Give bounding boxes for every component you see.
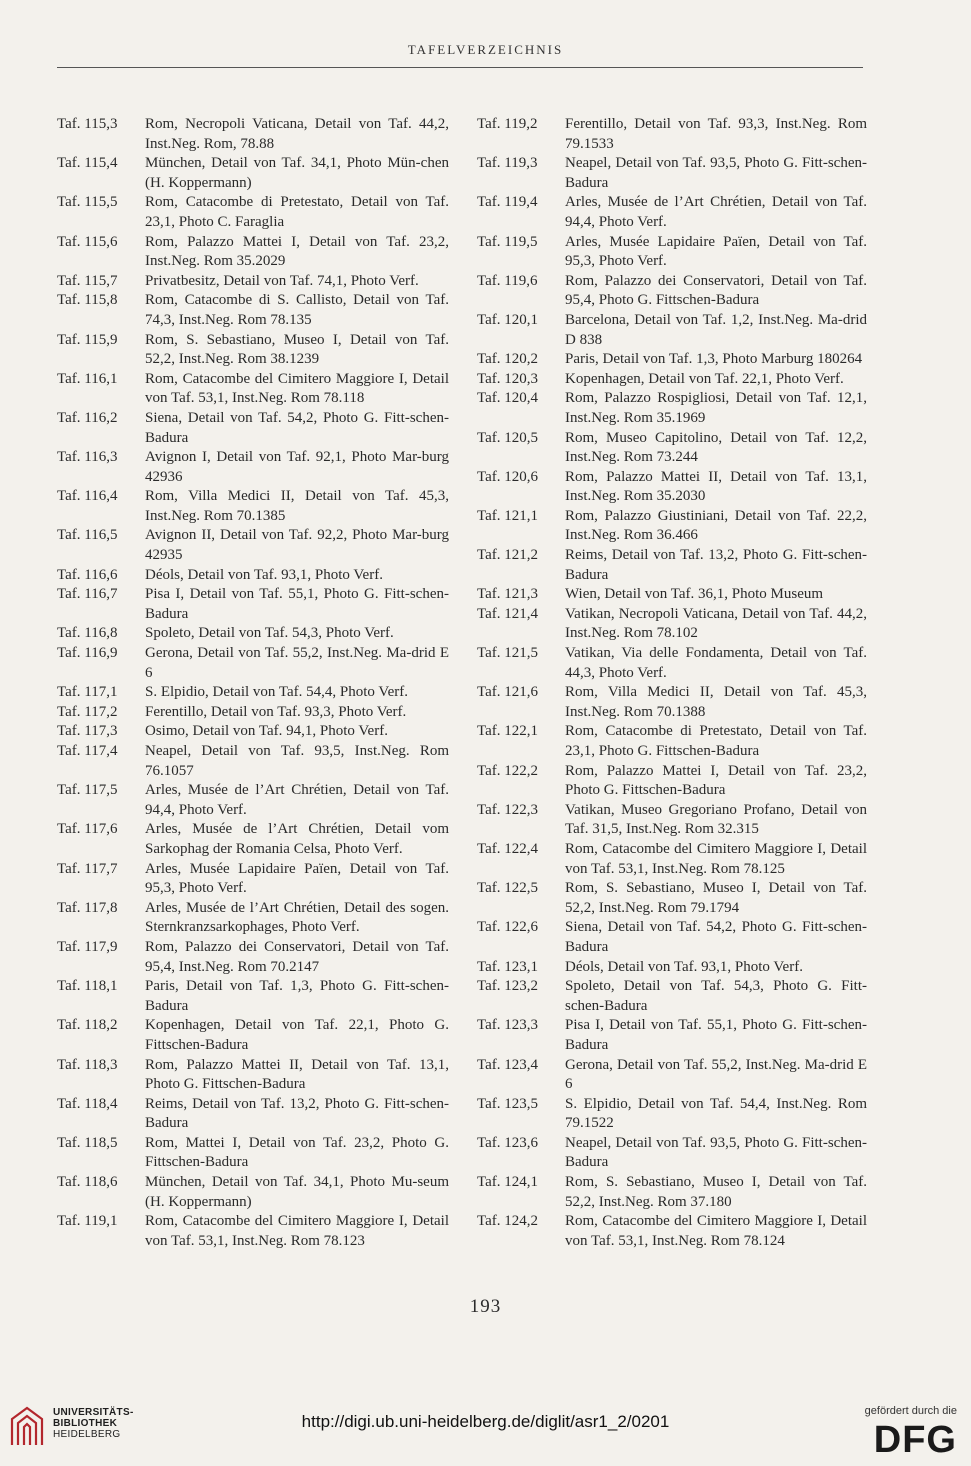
- plate-description: Rom, Villa Medici II, Detail von Taf. 45,3, Inst.Neg. Rom 70.1385: [145, 488, 449, 524]
- plate-ref: Taf. 120,6: [477, 468, 539, 485]
- plate-entry: [57, 448, 449, 487]
- plate-description: Rom, Catacombe del Cimitero Maggiore I, Detail von Taf. 53,1, Inst.Neg. Rom 78.123: [145, 1213, 449, 1249]
- plate-ref: Taf. 119,3: [477, 155, 538, 172]
- plate-ref: Taf. 116,6: [57, 566, 118, 583]
- plate-entry: [57, 781, 449, 820]
- plate-entry: [57, 233, 449, 272]
- plate-description: Reims, Detail von Taf. 13,2, Photo G. Fitt-schen-Badura: [145, 1095, 449, 1132]
- plate-description: Rom, Palazzo Mattei I, Detail von Taf. 23,2, Photo G. Fittschen-Badura: [565, 762, 867, 799]
- plate-entry: [57, 115, 449, 154]
- plate-ref: Taf. 115,8: [57, 292, 118, 309]
- plate-ref: Taf. 116,4: [57, 488, 118, 505]
- plate-entry: [477, 1056, 867, 1095]
- plate-entry: [477, 958, 867, 978]
- digitization-footer: [0, 1398, 971, 1466]
- plate-description: München, Detail von Taf. 34,1, Photo Mu-seum (H. Koppermann): [145, 1174, 449, 1210]
- plate-ref: Taf. 115,4: [57, 155, 118, 172]
- plate-description: München, Detail von Taf. 34,1, Photo Mün-chen (H. Koppermann): [145, 155, 449, 191]
- plate-description: Rom, Palazzo Mattei II, Detail von Taf. 13,1, Photo G. Fittschen-Badura: [145, 1056, 449, 1093]
- left-column: [57, 115, 449, 1251]
- plate-description: Arles, Musée Lapidaire Païen, Detail von Taf. 95,3, Photo Verf.: [145, 860, 449, 897]
- plate-entry: [57, 1173, 449, 1212]
- plate-entry: [477, 311, 867, 350]
- plate-entry: [57, 1056, 449, 1095]
- plate-description: Rom, Necropoli Vaticana, Detail von Taf. 44,2, Inst.Neg. Rom, 78.88: [145, 116, 449, 152]
- plate-description: Gerona, Detail von Taf. 55,2, Inst.Neg. Ma-drid E 6: [145, 645, 449, 681]
- plate-description: Déols, Detail von Taf. 93,1, Photo Verf.: [565, 958, 803, 975]
- plate-entry: [477, 115, 867, 154]
- plate-entry: [477, 193, 867, 232]
- plate-description: Rom, Catacombe del Cimitero Maggiore I, Detail von Taf. 53,1, Inst.Neg. Rom 78.118: [145, 370, 449, 407]
- plate-entry: [477, 762, 867, 801]
- header-rule: [57, 67, 863, 68]
- plate-description: Paris, Detail von Taf. 1,3, Photo G. Fitt-schen-Badura: [145, 978, 449, 1014]
- plate-entry: [57, 683, 449, 703]
- plate-description: Arles, Musée de l’Art Chrétien, Detail des sogen. Sternkranzsarkophages, Photo Verf.: [145, 899, 449, 936]
- plate-ref: Taf. 121,1: [477, 507, 539, 524]
- plate-entry: [477, 370, 867, 390]
- plate-entry: [477, 233, 867, 272]
- plate-description: Arles, Musée de l’Art Chrétien, Detail von Taf. 94,4, Photo Verf.: [565, 194, 867, 230]
- plate-description: Rom, S. Sebastiano, Museo I, Detail von Taf. 52,2, Inst.Neg. Rom 38.1239: [145, 331, 449, 368]
- plate-ref: Taf. 124,1: [477, 1174, 539, 1191]
- right-column: [477, 115, 867, 1251]
- plate-entry: [477, 272, 867, 311]
- plate-ref: Taf. 118,3: [57, 1056, 118, 1073]
- plate-description: Rom, Villa Medici II, Detail von Taf. 45,3, Inst.Neg. Rom 70.1388: [565, 684, 867, 720]
- plate-entry: [57, 703, 449, 723]
- library-name-line2: BIBLIOTHEK: [53, 1418, 118, 1429]
- plate-entry: [57, 1016, 449, 1055]
- plate-description: Reims, Detail von Taf. 13,2, Photo G. Fitt-schen-Badura: [565, 547, 867, 583]
- plate-entry: [57, 370, 449, 409]
- plate-entry: [477, 840, 867, 879]
- plate-entry: [477, 507, 867, 546]
- plate-ref: Taf. 117,9: [57, 938, 118, 955]
- plate-entry: [57, 526, 449, 565]
- plate-description: Barcelona, Detail von Taf. 1,2, Inst.Neg. Ma-drid D 838: [565, 311, 867, 348]
- plate-ref: Taf. 123,4: [477, 1056, 539, 1073]
- plate-entry: [57, 193, 449, 232]
- plate-description: Ferentillo, Detail von Taf. 93,3, Photo Verf.: [145, 703, 407, 720]
- plate-description: Avignon II, Detail von Taf. 92,2, Photo Mar-burg 42935: [145, 527, 449, 564]
- plate-ref: Taf. 117,2: [57, 703, 118, 720]
- plate-entry: [57, 1095, 449, 1134]
- plate-entry: [477, 1212, 867, 1251]
- plate-description: Pisa I, Detail von Taf. 55,1, Photo G. Fitt-schen-Badura: [145, 586, 449, 622]
- plate-ref: Taf. 116,5: [57, 527, 118, 544]
- plate-ref: Taf. 120,2: [477, 351, 539, 368]
- plate-description: Rom, Palazzo Giustiniani, Detail von Taf. 22,2, Inst.Neg. Rom 36.466: [565, 507, 867, 544]
- plate-entry: [477, 683, 867, 722]
- plate-ref: Taf. 117,1: [57, 684, 118, 701]
- plate-entry: [57, 624, 449, 644]
- plate-ref: Taf. 121,3: [477, 586, 539, 603]
- plate-entry: [57, 331, 449, 370]
- plate-ref: Taf. 122,6: [477, 919, 539, 936]
- plate-entry: [477, 546, 867, 585]
- plate-description: Rom, Catacombe di Pretestato, Detail von Taf. 23,1, Photo G. Fittschen-Badura: [565, 723, 867, 759]
- plate-description: Rom, Palazzo Mattei II, Detail von Taf. 13,1, Inst.Neg. Rom 35.2030: [565, 468, 867, 505]
- plate-description: Rom, Palazzo dei Conservatori, Detail von Taf. 95,4, Inst.Neg. Rom 70.2147: [145, 938, 449, 975]
- plate-ref: Taf. 121,2: [477, 547, 539, 564]
- plate-entry: [477, 977, 867, 1016]
- plate-description: S. Elpidio, Detail von Taf. 54,4, Photo Verf.: [145, 684, 408, 701]
- plate-description: Neapel, Detail von Taf. 93,5, Photo G. Fitt-schen-Badura: [565, 155, 867, 191]
- plate-entry: [477, 918, 867, 957]
- plate-description: Arles, Musée Lapidaire Païen, Detail von Taf. 95,3, Photo Verf.: [565, 233, 867, 270]
- plate-ref: Taf. 121,6: [477, 684, 539, 701]
- plate-ref: Taf. 120,5: [477, 429, 539, 446]
- plate-description: Siena, Detail von Taf. 54,2, Photo G. Fitt-schen-Badura: [565, 919, 867, 955]
- plate-description: Gerona, Detail von Taf. 55,2, Inst.Neg. Ma-drid E 6: [565, 1056, 867, 1093]
- plate-ref: Taf. 123,1: [477, 958, 539, 975]
- plate-ref: Taf. 116,2: [57, 409, 118, 426]
- plate-entry: [57, 899, 449, 938]
- plate-ref: Taf. 116,9: [57, 645, 118, 662]
- plate-ref: Taf. 121,4: [477, 605, 539, 622]
- plate-entry: [477, 350, 867, 370]
- plate-description: Rom, Palazzo dei Conservatori, Detail von Taf. 95,4, Photo G. Fittschen-Badura: [565, 272, 867, 309]
- plate-ref: Taf. 123,5: [477, 1095, 539, 1112]
- plate-entry: [477, 1173, 867, 1212]
- plate-description: Rom, S. Sebastiano, Museo I, Detail von Taf. 52,2, Inst.Neg. Rom 79.1794: [565, 880, 867, 916]
- plate-entry: [57, 291, 449, 330]
- plate-ref: Taf. 115,6: [57, 233, 118, 250]
- plate-entry: [57, 820, 449, 859]
- plate-description: Rom, Palazzo Rospigliosi, Detail von Taf. 12,1, Inst.Neg. Rom 35.1969: [565, 390, 867, 426]
- plate-description: Kopenhagen, Detail von Taf. 22,1, Photo Verf.: [565, 370, 844, 387]
- plate-ref: Taf. 120,4: [477, 390, 539, 407]
- running-head: TAFELVERZEICHNIS: [407, 42, 564, 57]
- plate-description: Avignon I, Detail von Taf. 92,1, Photo Mar-burg 42936: [145, 449, 449, 485]
- plate-description: Rom, Catacombe di S. Callisto, Detail von Taf. 74,3, Inst.Neg. Rom 78.135: [145, 292, 449, 328]
- plate-description: Pisa I, Detail von Taf. 55,1, Photo G. Fitt-schen-Badura: [565, 1017, 867, 1053]
- plate-description: Neapel, Detail von Taf. 93,5, Inst.Neg. Rom 76.1057: [145, 743, 449, 779]
- plate-ref: Taf. 118,6: [57, 1174, 118, 1191]
- plate-ref: Taf. 119,6: [477, 272, 538, 289]
- plate-entry: [57, 722, 449, 742]
- plate-entry: [57, 977, 449, 1016]
- plate-description: Rom, Catacombe di Pretestato, Detail von Taf. 23,1, Photo C. Faraglia: [145, 194, 449, 230]
- plate-ref: Taf. 117,7: [57, 860, 118, 877]
- plate-ref: Taf. 115,5: [57, 194, 118, 211]
- plate-description: Vatikan, Via delle Fondamenta, Detail von Taf. 44,3, Photo Verf.: [565, 645, 867, 681]
- plate-entry: [477, 389, 867, 428]
- plate-entry: [57, 860, 449, 899]
- plate-description: Rom, Catacombe del Cimitero Maggiore I, Detail von Taf. 53,1, Inst.Neg. Rom 78.124: [565, 1213, 867, 1249]
- plate-entry: [57, 487, 449, 526]
- plate-description: Déols, Detail von Taf. 93,1, Photo Verf.: [145, 566, 383, 583]
- plate-ref: Taf. 122,1: [477, 723, 539, 740]
- plate-ref: Taf. 116,7: [57, 586, 118, 603]
- plate-ref: Taf. 115,7: [57, 272, 118, 289]
- plate-entry: [57, 938, 449, 977]
- plate-ref: Taf. 124,2: [477, 1213, 539, 1230]
- plate-ref: Taf. 118,2: [57, 1017, 118, 1034]
- plate-ref: Taf. 116,8: [57, 625, 118, 642]
- plate-entry: [57, 566, 449, 586]
- plate-ref: Taf. 118,1: [57, 978, 118, 995]
- plate-ref: Taf. 117,4: [57, 743, 118, 759]
- plate-entry: [477, 154, 867, 193]
- plate-entry: [57, 154, 449, 193]
- plate-description: Privatbesitz, Detail von Taf. 74,1, Photo Verf.: [145, 272, 419, 289]
- page-number: 193: [469, 1296, 502, 1317]
- plate-description: Vatikan, Necropoli Vaticana, Detail von Taf. 44,2, Inst.Neg. Rom 78.102: [565, 605, 867, 642]
- plate-ref: Taf. 122,2: [477, 762, 539, 779]
- plate-description: Arles, Musée de l’Art Chrétien, Detail vom Sarkophag der Romania Celsa, Photo Verf.: [145, 821, 449, 857]
- plate-ref: Taf. 117,3: [57, 723, 118, 740]
- plate-ref: Taf. 119,4: [477, 194, 538, 211]
- library-name-line3: HEIDELBERG: [53, 1429, 121, 1440]
- plate-ref: Taf. 120,1: [477, 311, 539, 328]
- plate-ref: Taf. 116,3: [57, 449, 118, 466]
- plate-ref: Taf. 116,1: [57, 370, 118, 387]
- plate-ref: Taf. 119,1: [57, 1213, 118, 1230]
- plate-entry: [57, 585, 449, 624]
- plate-entry: [477, 429, 867, 468]
- plate-ref: Taf. 122,3: [477, 801, 539, 818]
- plate-entry: [57, 272, 449, 292]
- plate-entry: [477, 605, 867, 644]
- plate-entry: [477, 801, 867, 840]
- plate-description: Ferentillo, Detail von Taf. 93,3, Inst.Neg. Rom 79.1533: [565, 116, 867, 152]
- plate-entry: [477, 585, 867, 605]
- plate-description: Arles, Musée de l’Art Chrétien, Detail von Taf. 94,4, Photo Verf.: [145, 782, 449, 818]
- plate-description: Rom, Catacombe del Cimitero Maggiore I, Detail von Taf. 53,1, Inst.Neg. Rom 78.125: [565, 840, 867, 877]
- plate-ref: Taf. 115,3: [57, 116, 118, 132]
- plate-entry: [57, 742, 449, 781]
- plate-entry: [477, 722, 867, 761]
- plate-description: Osimo, Detail von Taf. 94,1, Photo Verf.: [145, 723, 388, 740]
- plate-ref: Taf. 118,4: [57, 1095, 118, 1112]
- funded-by-label: gefördert durch die: [864, 1405, 957, 1417]
- plate-ref: Taf. 123,3: [477, 1017, 539, 1034]
- plate-ref: Taf. 123,2: [477, 978, 539, 995]
- plate-description: Kopenhagen, Detail von Taf. 22,1, Photo G. Fittschen-Badura: [145, 1017, 449, 1053]
- source-url[interactable]: http://digi.ub.uni-heidelberg.de/diglit/asr1_2/0201: [301, 1412, 670, 1431]
- plate-entry: [477, 1134, 867, 1173]
- plate-entry: [477, 644, 867, 683]
- plate-description: Spoleto, Detail von Taf. 54,3, Photo Verf.: [145, 625, 394, 642]
- plate-description: Spoleto, Detail von Taf. 54,3, Photo G. Fitt-schen-Badura: [565, 978, 867, 1014]
- plate-entry: [477, 1095, 867, 1134]
- library-name-line1: UNIVERSITÄTS-: [53, 1407, 134, 1418]
- plate-ref: Taf. 119,2: [477, 116, 538, 132]
- plate-description: Neapel, Detail von Taf. 93,5, Photo G. Fitt-schen-Badura: [565, 1134, 867, 1171]
- plate-description: Rom, S. Sebastiano, Museo I, Detail von Taf. 52,2, Inst.Neg. Rom 37.180: [565, 1174, 867, 1210]
- plate-ref: Taf. 123,6: [477, 1134, 539, 1151]
- plate-description: Wien, Detail von Taf. 36,1, Photo Museum: [565, 586, 824, 603]
- plate-description: Rom, Museo Capitolino, Detail von Taf. 12,2, Inst.Neg. Rom 73.244: [565, 429, 867, 466]
- plate-entry: [57, 644, 449, 683]
- plate-ref: Taf. 122,5: [477, 880, 539, 897]
- plate-entry: [57, 409, 449, 448]
- plate-description: Rom, Palazzo Mattei I, Detail von Taf. 23,2, Inst.Neg. Rom 35.2029: [145, 233, 449, 270]
- plate-ref: Taf. 122,4: [477, 840, 539, 857]
- plate-description: Paris, Detail von Taf. 1,3, Photo Marburg 180264: [565, 351, 863, 368]
- plate-ref: Taf. 120,3: [477, 370, 539, 387]
- plate-ref: Taf. 117,5: [57, 782, 118, 799]
- dfg-logo: DFG: [873, 1419, 957, 1461]
- plate-entry: [57, 1134, 449, 1173]
- plate-ref: Taf. 118,5: [57, 1134, 118, 1151]
- plate-ref: Taf. 121,5: [477, 645, 539, 662]
- plate-ref: Taf. 117,8: [57, 899, 118, 916]
- plate-ref: Taf. 119,5: [477, 233, 538, 250]
- plate-description: Vatikan, Museo Gregoriano Profano, Detail von Taf. 31,5, Inst.Neg. Rom 32.315: [565, 801, 867, 838]
- plate-entry: [477, 1016, 867, 1055]
- plate-description: Siena, Detail von Taf. 54,2, Photo G. Fitt-schen-Badura: [145, 409, 449, 446]
- plate-description: Rom, Mattei I, Detail von Taf. 23,2, Photo G. Fittschen-Badura: [145, 1134, 449, 1171]
- plate-entry: [477, 879, 867, 918]
- plate-entry: [477, 468, 867, 507]
- plate-entry: [57, 1212, 449, 1251]
- plate-ref: Taf. 115,9: [57, 331, 118, 348]
- plate-ref: Taf. 117,6: [57, 821, 118, 838]
- plate-description: S. Elpidio, Detail von Taf. 54,4, Inst.Neg. Rom 79.1522: [565, 1095, 867, 1132]
